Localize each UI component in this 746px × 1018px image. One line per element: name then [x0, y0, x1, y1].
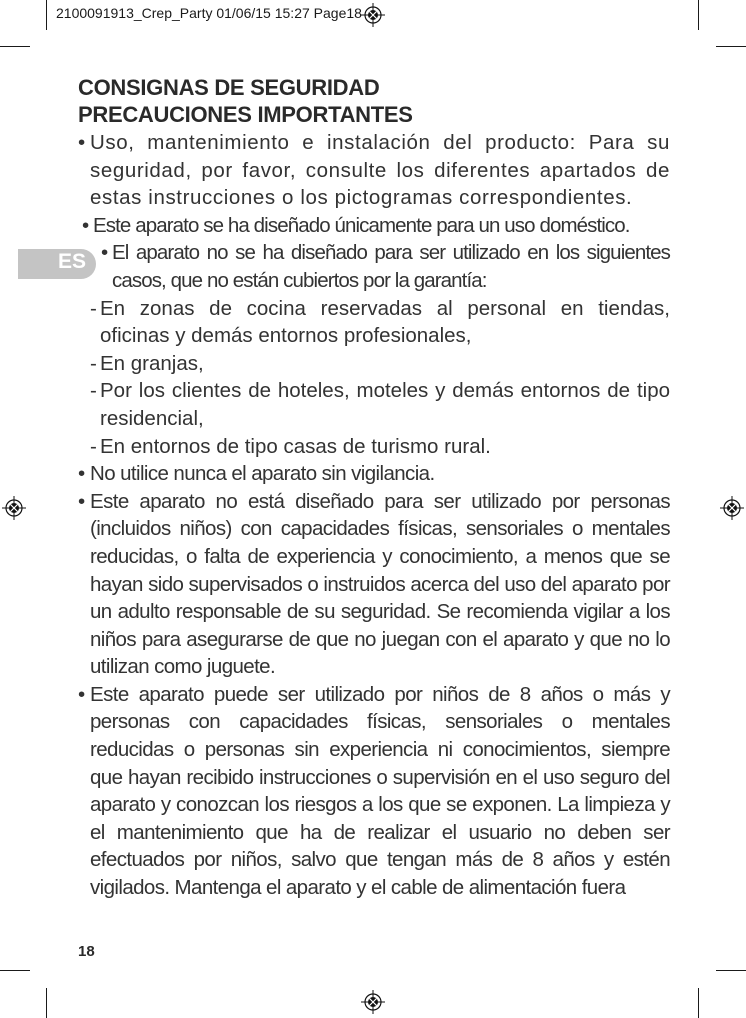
sub-list-item-text: Por los clientes de hoteles, moteles y demás entornos de tipo residencial,: [100, 379, 670, 430]
crop-mark: [46, 0, 47, 30]
language-tab-label: ES: [58, 250, 87, 273]
list-item: [78, 460, 670, 488]
crop-mark: [0, 46, 30, 47]
list-item: [78, 681, 670, 902]
sub-list-item: [78, 433, 670, 461]
section-subtitle: PRECAUCIONES IMPORTANTES: [78, 102, 413, 127]
bullet-icon: •: [101, 241, 108, 265]
crop-mark: [0, 970, 30, 971]
dash-icon: -: [90, 434, 97, 458]
bullet-icon: •: [78, 682, 85, 706]
sub-list-item: [78, 295, 670, 350]
registration-mark-icon: [2, 496, 26, 520]
list-item: [78, 129, 670, 212]
crop-mark: [46, 988, 47, 1018]
sub-list-item-text: En granjas,: [100, 351, 204, 375]
crop-mark: [716, 970, 746, 971]
sub-list-item: [78, 377, 670, 432]
sub-list-item-text: En zonas de cocina reservadas al personal en tiendas, oficinas y demás entornos profesionales,: [100, 296, 670, 348]
bullet-icon: •: [78, 462, 85, 486]
bullet-icon: •: [82, 213, 89, 237]
crop-mark: [698, 988, 699, 1018]
list-item: [78, 239, 670, 294]
registration-mark-icon: [361, 990, 385, 1014]
list-item-text: Este aparato se ha diseñado únicamente para un uso doméstico.: [93, 213, 630, 237]
list-item-text: El aparato no se ha diseñado para ser utilizado en los siguientes casos, que no están cubiertos por la garantía:: [112, 241, 670, 292]
list-item-text: Este aparato no está diseñado para ser utilizado por personas (incluidos niños) con capacidades físicas, sensoriales o mentales reducidas, o falta de experiencia y conocimiento, a menos que se hayan sido supervisados o instruidos acerca del uso del aparato por un adulto responsable de su seguridad. Se recomienda vigilar a los niños para asegurarse de que no juegan con el aparato y que no lo utilizan como juguete.: [90, 489, 670, 679]
section-title: CONSIGNAS DE SEGURIDAD: [78, 75, 380, 100]
list-item: [78, 488, 670, 681]
list-item-text: No utilice nunca el aparato sin vigilancia.: [90, 462, 435, 486]
crop-mark: [716, 46, 746, 47]
list-item: [78, 212, 670, 240]
registration-mark-icon: [361, 3, 385, 27]
bullet-icon: •: [78, 131, 86, 154]
registration-mark-icon: [720, 496, 744, 520]
list-item-text: Este aparato puede ser utilizado por niños de 8 años o más y personas con capacidades físicas, sensoriales o mentales reducidas o personas sin experiencia ni conocimientos, siempre que hayan recibido instrucciones o supervisión en el uso seguro del aparato y conozcan los riesgos a los que se exponen. La limpieza y el mantenimiento que ha de realizar el usuario no deben ser efectuados por niños, salvo que tengan más de 8 años y estén vigilados. Mantenga el aparato y el cable de alimentación fuera: [90, 682, 670, 900]
sub-list-item: [78, 350, 670, 378]
print-slug: 2100091913_Crep_Party 01/06/15 15:27 Page18: [56, 5, 362, 21]
list-item-text: Uso, mantenimiento e instalación del producto: Para su seguridad, por favor, consulte los diferentes apartados de estas instrucciones o los pictogramas correspondientes.: [90, 131, 670, 210]
crop-mark: [698, 0, 699, 30]
dash-icon: -: [90, 296, 97, 320]
safety-instructions: [78, 74, 670, 902]
page-number: 18: [78, 943, 95, 960]
sub-list-item-text: En entornos de tipo casas de turismo rural.: [100, 434, 491, 458]
dash-icon: -: [90, 379, 97, 403]
bullet-icon: •: [78, 489, 85, 513]
dash-icon: -: [90, 351, 97, 375]
